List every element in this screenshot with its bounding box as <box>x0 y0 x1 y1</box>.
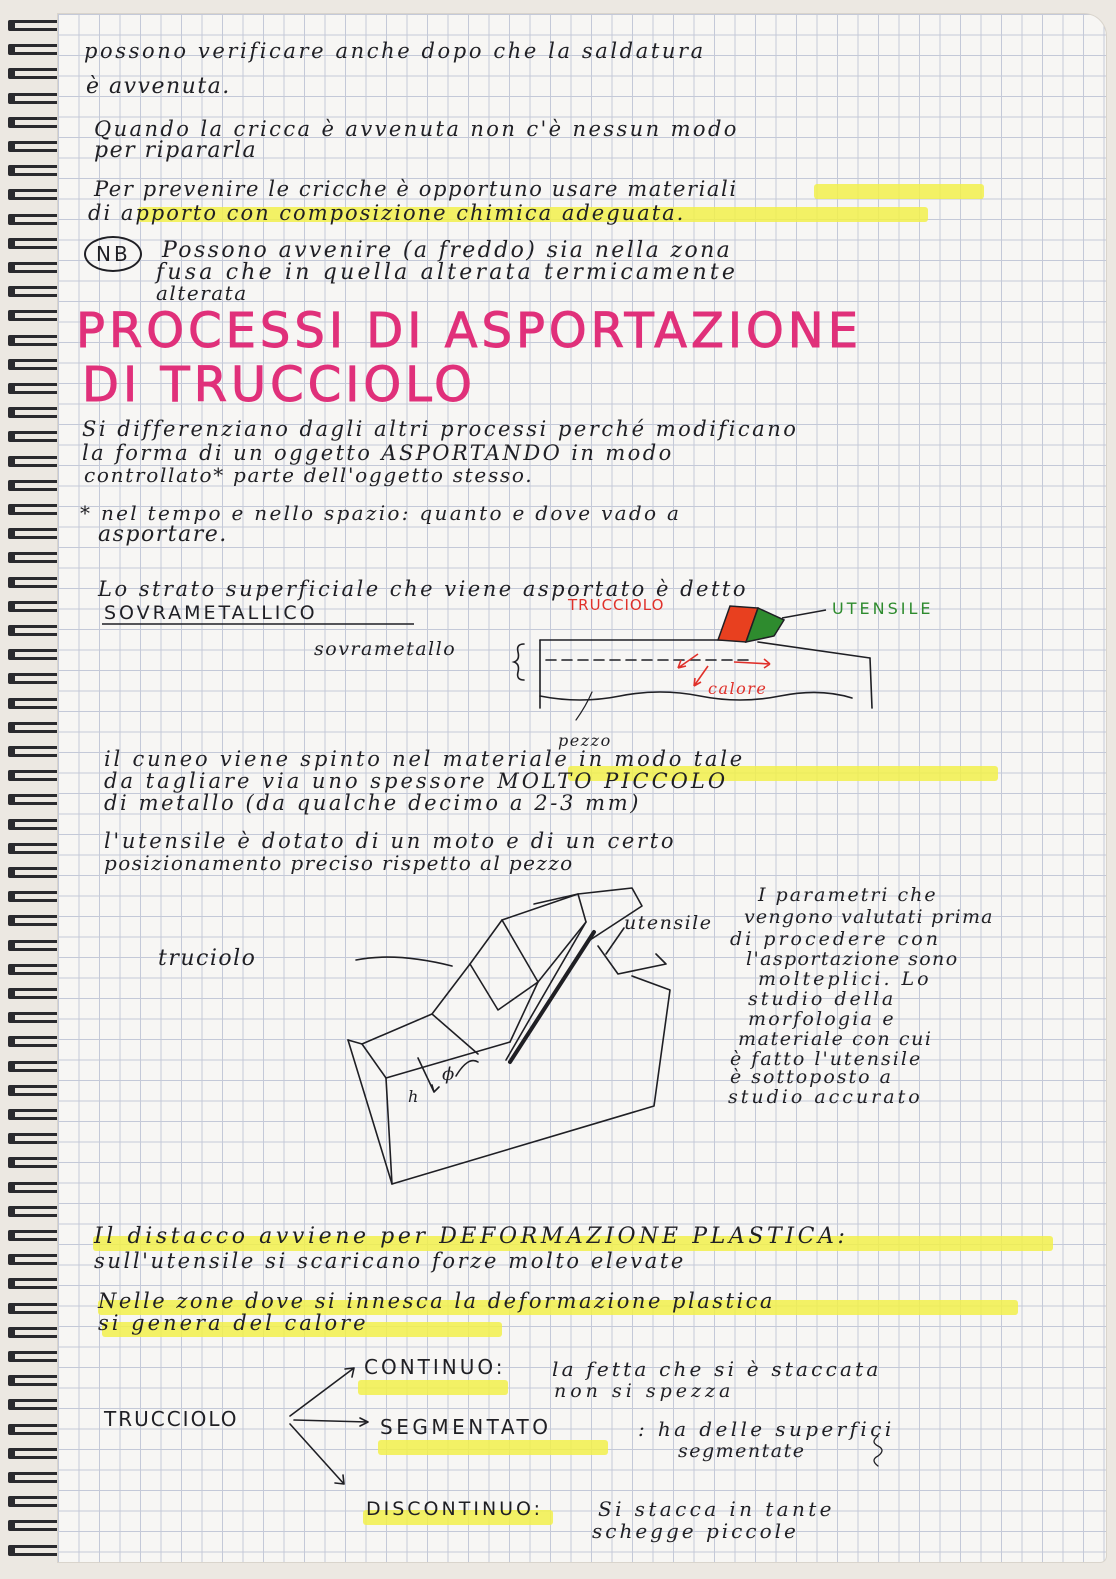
spiral-ring <box>8 1061 62 1072</box>
definition-line: la forma di un oggetto ASPORTANDO in modo <box>82 441 674 465</box>
page-title: PROCESSI DI ASPORTAZIONE <box>76 303 863 359</box>
footnote-line: asportare. <box>98 522 228 547</box>
spiral-ring <box>8 1448 62 1459</box>
spiral-ring <box>8 1472 62 1483</box>
spiral-ring <box>8 722 62 733</box>
label-phi: ϕ <box>442 1064 456 1085</box>
spiral-ring <box>8 1520 62 1531</box>
spiral-ring <box>8 431 62 442</box>
spiral-ring <box>8 1375 62 1386</box>
type-discontinuo-desc: schegge piccole <box>592 1519 799 1543</box>
spiral-ring <box>8 359 62 370</box>
spiral-ring <box>8 1351 62 1362</box>
spiral-ring <box>8 1545 62 1556</box>
spiral-ring <box>8 746 62 757</box>
spiral-ring <box>8 504 62 515</box>
cuneo-line: posizionamento preciso rispetto al pezzo <box>104 851 574 875</box>
spiral-ring <box>8 964 62 975</box>
sovrametallico-term: SOVRAMETALLICO <box>104 602 318 624</box>
nb-line: alterata <box>156 281 248 305</box>
spiral-ring <box>8 601 62 612</box>
spiral-ring <box>8 117 62 128</box>
type-discontinuo-desc: Si stacca in tante <box>598 1497 835 1521</box>
spiral-ring <box>8 1230 62 1241</box>
spiral-ring <box>8 1133 62 1144</box>
chip-types-arrows <box>58 14 1106 1562</box>
intro-line: Per prevenire le cricche è opportuno usare materiali <box>94 177 738 201</box>
spiral-ring <box>8 673 62 684</box>
definition-line: controllato* parte dell'oggetto stesso. <box>84 463 534 487</box>
page-title-line2: DI TRUCCIOLO <box>82 357 476 413</box>
spiral-ring <box>8 93 62 104</box>
spiral-ring <box>8 528 62 539</box>
type-continuo-desc: non si spezza <box>554 1380 735 1402</box>
spiral-ring <box>8 770 62 781</box>
spiral-ring <box>8 141 62 152</box>
label-pezzo: pezzo <box>558 731 612 750</box>
spiral-ring <box>8 262 62 273</box>
spiral-ring <box>8 698 62 709</box>
spiral-ring <box>8 286 62 297</box>
distacco-line: Il distacco avviene per DEFORMAZIONE PLASTICA: <box>94 1224 849 1249</box>
spiral-ring <box>8 383 62 394</box>
spiral-ring <box>8 20 62 31</box>
spiral-ring <box>8 1399 62 1410</box>
definition-line: Si differenziano dagli altri processi perché modificano <box>82 417 799 441</box>
chip-root-label: TRUCCIOLO <box>104 1407 239 1431</box>
spiral-ring <box>8 915 62 926</box>
label-truciolo-red: TRUCCIOLO <box>568 596 665 614</box>
spiral-ring <box>8 577 62 588</box>
nb-line: fusa che in quella alterata termicamente <box>156 260 739 285</box>
layer-line: Lo strato superficiale che viene asportato è detto <box>98 577 748 601</box>
params-line: l'asportazione sono <box>746 948 959 970</box>
params-line: studio della <box>748 988 897 1010</box>
label-truciolo-sketch: truciolo <box>158 946 257 971</box>
spiral-ring <box>8 189 62 200</box>
spiral-ring <box>8 891 62 902</box>
spiral-ring <box>8 407 62 418</box>
spiral-ring <box>8 625 62 636</box>
notebook-page <box>58 14 1106 1562</box>
params-line: I parametri che <box>758 884 938 906</box>
nb-line: Possono avvenire (a freddo) sia nella zona <box>162 238 733 263</box>
params-line: è fatto l'utensile <box>730 1048 923 1070</box>
spiral-ring <box>8 1036 62 1047</box>
distacco-line: si genera del calore <box>98 1311 369 1335</box>
spiral-ring <box>8 1182 62 1193</box>
spiral-ring <box>8 456 62 467</box>
params-line: di procedere con <box>730 928 941 950</box>
intro-line: possono verificare anche dopo che la saldatura <box>84 39 706 63</box>
type-discontinuo: DISCONTINUO: <box>366 1498 544 1520</box>
spiral-ring <box>8 1157 62 1168</box>
spiral-ring <box>8 165 62 176</box>
spiral-ring <box>8 819 62 830</box>
intro-line: di apporto con composizione chimica adeguata. <box>88 201 686 225</box>
cuneo-line: da tagliare via uno spessore MOLTO PICCOLO <box>104 769 729 793</box>
spiral-ring <box>8 1109 62 1120</box>
spiral-ring <box>8 1303 62 1314</box>
spiral-ring <box>8 1085 62 1096</box>
intro-line: Quando la cricca è avvenuta non c'è nessun modo <box>94 117 739 141</box>
cuneo-line: il cuneo viene spinto nel materiale in modo tale <box>104 747 745 771</box>
params-line: morfologia e <box>748 1008 896 1030</box>
params-line: molteplici. Lo <box>758 968 932 990</box>
spiral-ring <box>8 794 62 805</box>
label-h: h <box>408 1087 420 1106</box>
label-sovrametallo: sovrametallo <box>314 638 457 660</box>
spiral-ring <box>8 1206 62 1217</box>
spiral-ring <box>8 44 62 55</box>
label-calore: calore <box>708 679 768 698</box>
spiral-ring <box>8 1327 62 1338</box>
spiral-ring <box>8 843 62 854</box>
spiral-ring <box>8 867 62 878</box>
spiral-ring <box>8 940 62 951</box>
spiral-ring <box>8 1254 62 1265</box>
spiral-ring <box>8 1012 62 1023</box>
label-utensile-sketch: utensile <box>624 912 713 934</box>
type-segmentato-desc: segmentate <box>678 1440 806 1462</box>
cuneo-line: l'utensile è dotato di un moto e di un certo <box>104 829 677 853</box>
params-line: è sottoposto a <box>730 1066 893 1088</box>
nb-circle: NB <box>84 236 142 272</box>
type-continuo-desc: la fetta che si è staccata <box>552 1357 882 1381</box>
params-line: studio accurato <box>728 1086 923 1108</box>
spiral-ring <box>8 214 62 225</box>
spiral-ring <box>8 988 62 999</box>
spiral-ring <box>8 649 62 660</box>
cuneo-line: di metallo (da qualche decimo a 2-3 mm) <box>104 791 641 815</box>
footnote-line: * nel tempo e nello spazio: quanto e dove vado a <box>80 501 682 525</box>
spiral-ring <box>8 1496 62 1507</box>
intro-line: è avvenuta. <box>86 74 231 99</box>
type-segmentato-desc: : ha delle superfici <box>638 1417 895 1441</box>
spiral-ring <box>8 1278 62 1289</box>
params-line: materiale con cui <box>738 1028 933 1050</box>
type-continuo: CONTINUO: <box>364 1355 506 1379</box>
spiral-ring <box>8 552 62 563</box>
spiral-ring <box>8 335 62 346</box>
spiral-ring <box>8 238 62 249</box>
distacco-line: Nelle zone dove si innesca la deformazione plastica <box>98 1289 775 1313</box>
spiral-ring <box>8 480 62 491</box>
label-utensile-green: UTENSILE <box>832 599 934 618</box>
intro-line: per ripararla <box>94 138 258 163</box>
spiral-ring <box>8 310 62 321</box>
spiral-ring <box>8 68 62 79</box>
params-line: vengono valutati prima <box>744 906 994 928</box>
distacco-line: sull'utensile si scaricano forze molto elevate <box>94 1249 686 1273</box>
spiral-ring <box>8 1424 62 1435</box>
type-segmentato: SEGMENTATO <box>380 1415 552 1439</box>
